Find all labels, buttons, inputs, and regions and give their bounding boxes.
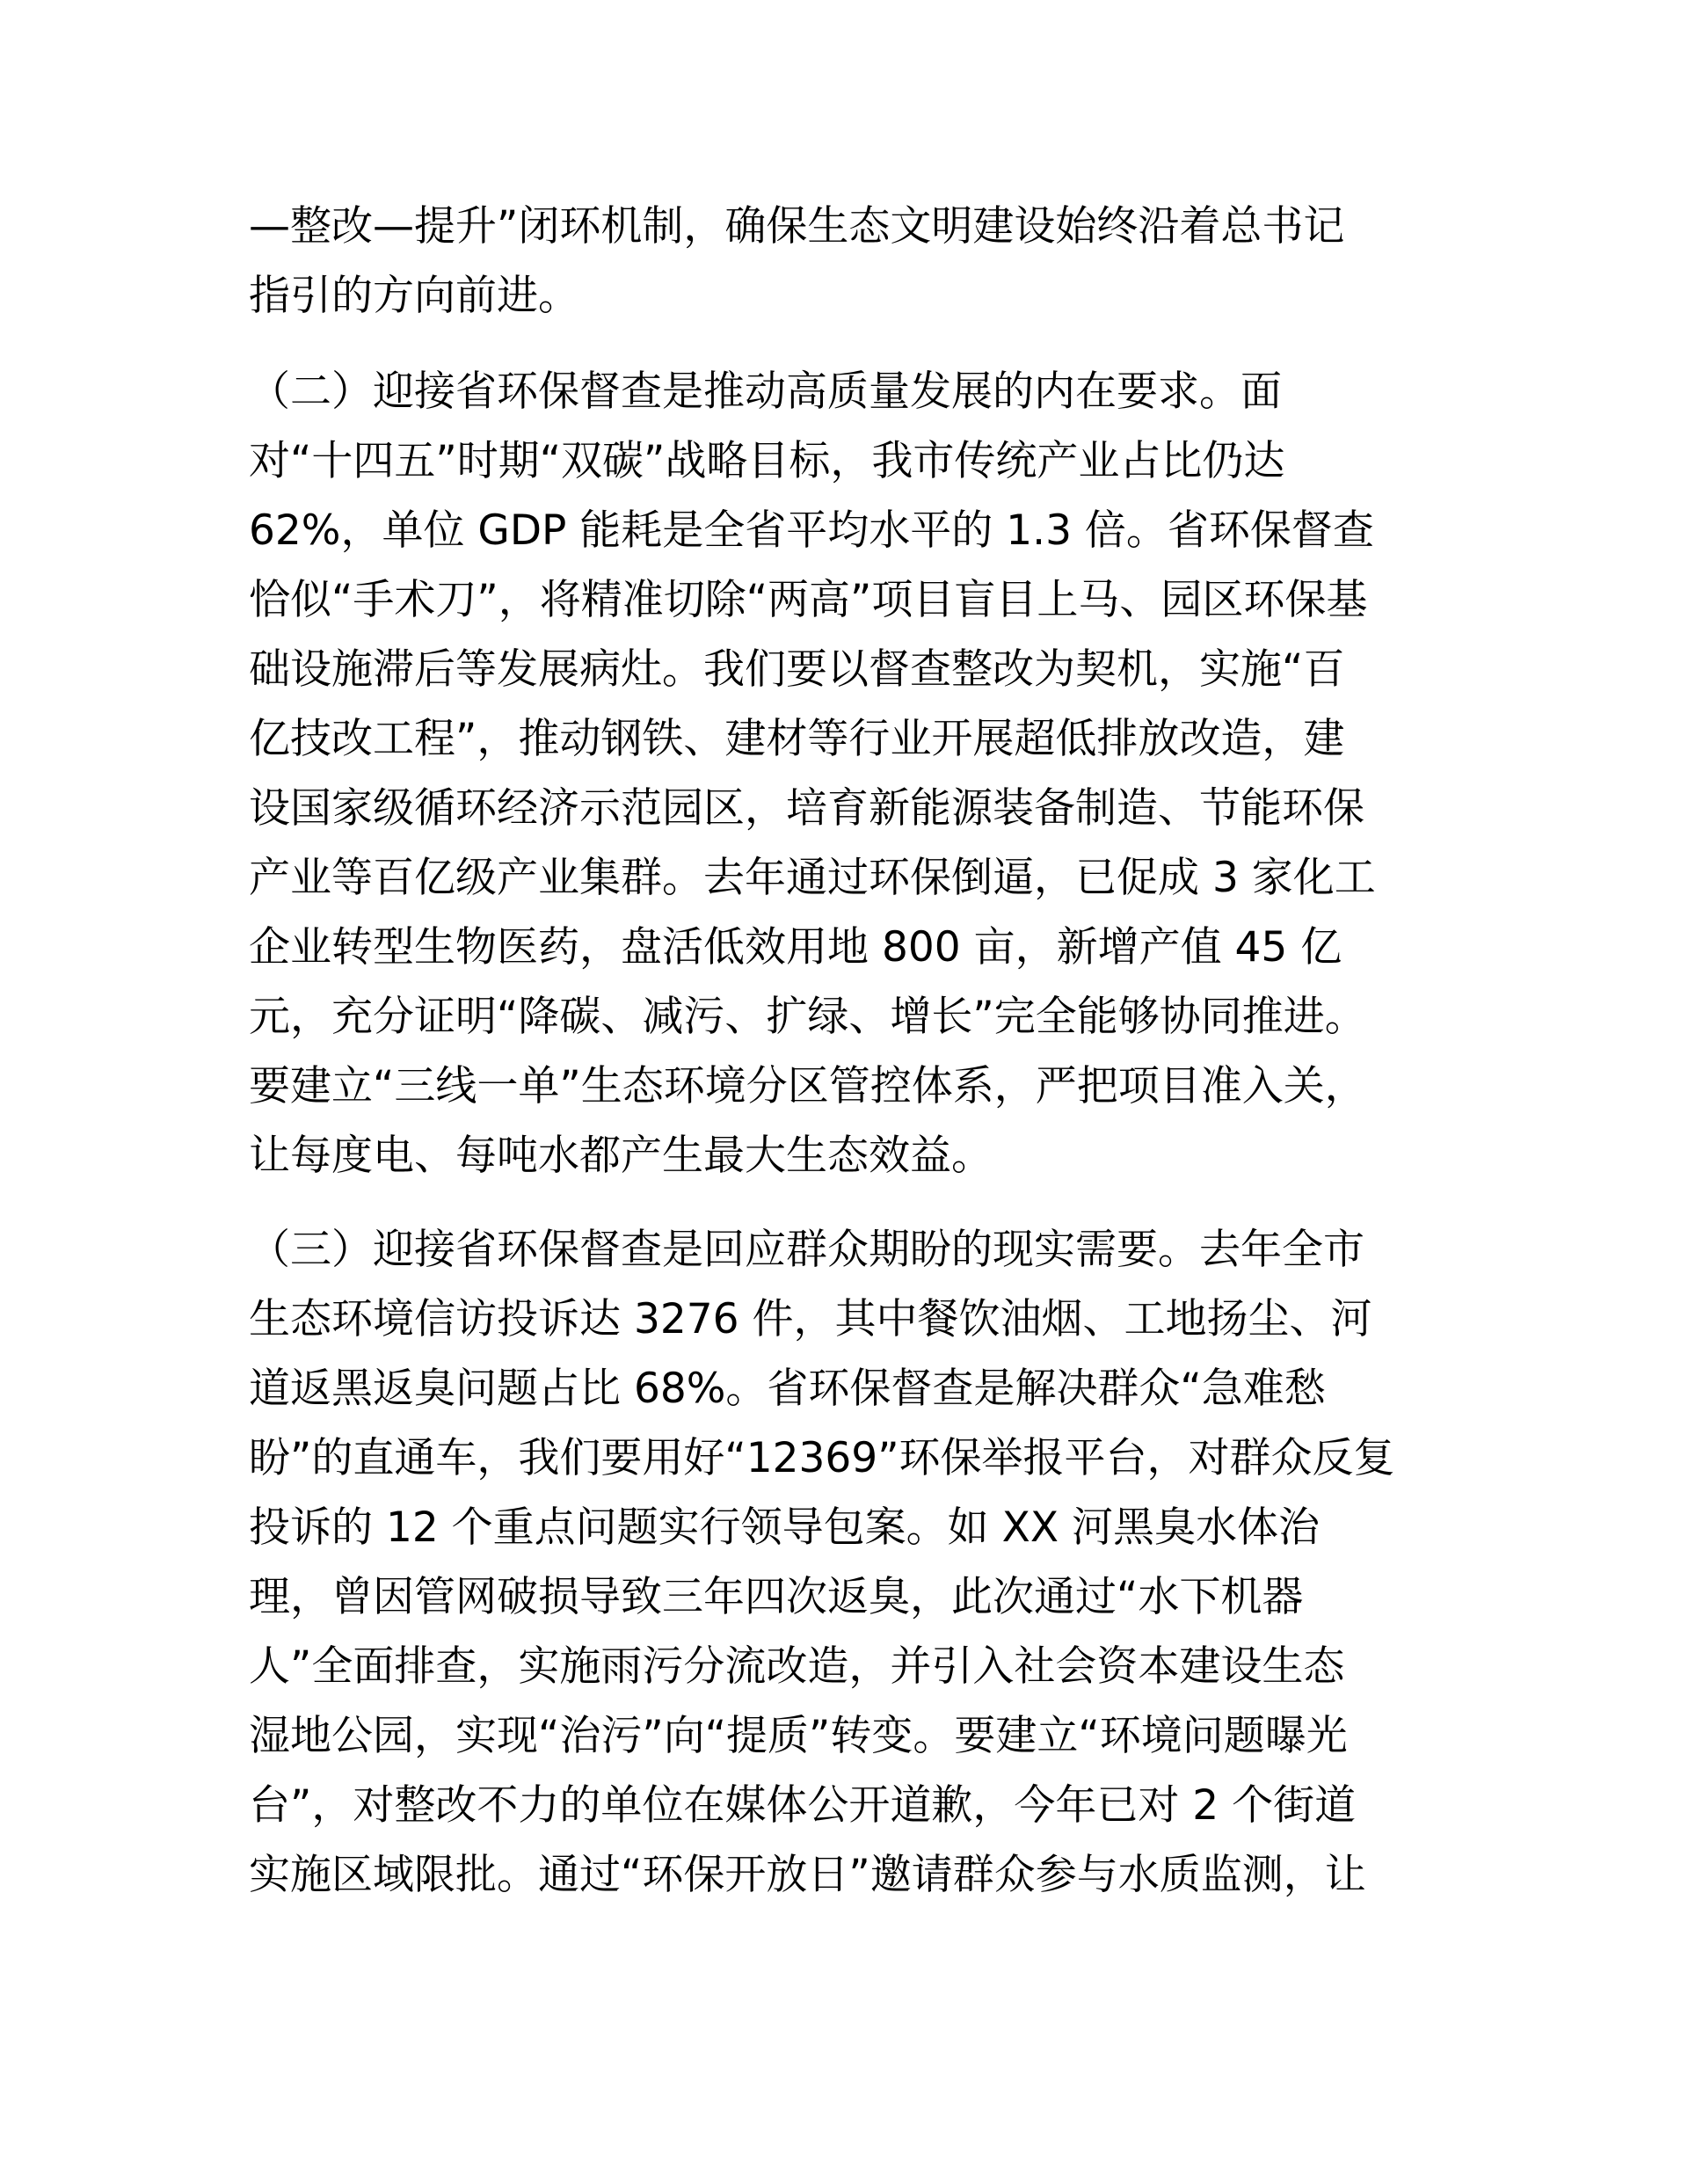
text-line: 企业转型生物医药，盘活低效用地 800 亩，新增产值 45 亿 bbox=[249, 923, 1342, 972]
text-line: 盼”的直通车，我们要用好“12369”环保举报平台，对群众反复 bbox=[249, 1434, 1395, 1482]
paragraph-section-2 bbox=[249, 357, 1444, 1190]
text-line: 62%，单位 GDP 能耗是全省平均水平的 1.3 倍。省环保督查 bbox=[249, 506, 1374, 555]
text-line: 理，曾因管网破损导致三年四次返臭，此次通过“水下机器 bbox=[249, 1573, 1304, 1621]
paragraph-section-3 bbox=[249, 1215, 1444, 1910]
text-line: 亿技改工程”，推动钢铁、建材等行业开展超低排放改造，建 bbox=[249, 715, 1345, 763]
text-line: 恰似“手术刀”，将精准切除“两高”项目盲目上马、园区环保基 bbox=[249, 576, 1368, 624]
text-line: 设国家级循环经济示范园区，培育新能源装备制造、节能环保 bbox=[249, 784, 1364, 833]
text-line: 让每度电、每吨水都产生最大生态效益。 bbox=[249, 1132, 993, 1180]
text-line: 产业等百亿级产业集群。去年通过环保倒逼，已促成 3 家化工 bbox=[249, 854, 1376, 902]
text-line: 要建立“三线一单”生态环境分区管控体系，严把项目准入关， bbox=[249, 1062, 1366, 1110]
text-line: 湿地公园，实现“治污”向“提质”转变。要建立“环境问题曝光 bbox=[249, 1712, 1348, 1760]
text-line: 对“十四五”时期“双碳”战略目标，我市传统产业占比仍达 bbox=[249, 437, 1285, 485]
section-heading-line: （二）迎接省环保督查是推动高质量发展的内在要求。面 bbox=[249, 368, 1282, 416]
text-line: 台”，对整改不力的单位在媒体公开道歉，今年已对 2 个街道 bbox=[249, 1781, 1357, 1830]
text-line: 实施区域限批。通过“环保开放日”邀请群众参与水质监测，让 bbox=[249, 1851, 1366, 1899]
text-line: —整改—提升”闭环机制，确保生态文明建设始终沿着总书记 bbox=[249, 202, 1345, 251]
text-line: 元，充分证明“降碳、减污、扩绿、增长”完全能够协同推进。 bbox=[249, 993, 1366, 1041]
paragraph-continuation bbox=[249, 192, 1444, 331]
text-line: 道返黑返臭问题占比 68%。省环保督查是解决群众“急难愁 bbox=[249, 1365, 1326, 1413]
text-line: 础设施滞后等发展病灶。我们要以督查整改为契机，实施“百 bbox=[249, 645, 1345, 694]
text-line: 生态环境信访投诉达 3276 件，其中餐饮油烟、工地扬尘、河 bbox=[249, 1295, 1372, 1343]
text-line: 指引的方向前进。 bbox=[249, 272, 579, 320]
text-line: 投诉的 12 个重点问题实行领导包案。如 XX 河黑臭水体治 bbox=[249, 1503, 1320, 1552]
section-heading-line: （三）迎接省环保督查是回应群众期盼的现实需要。去年全市 bbox=[249, 1226, 1364, 1274]
text-line: 人”全面排查，实施雨污分流改造，并引入社会资本建设生态 bbox=[249, 1642, 1345, 1691]
